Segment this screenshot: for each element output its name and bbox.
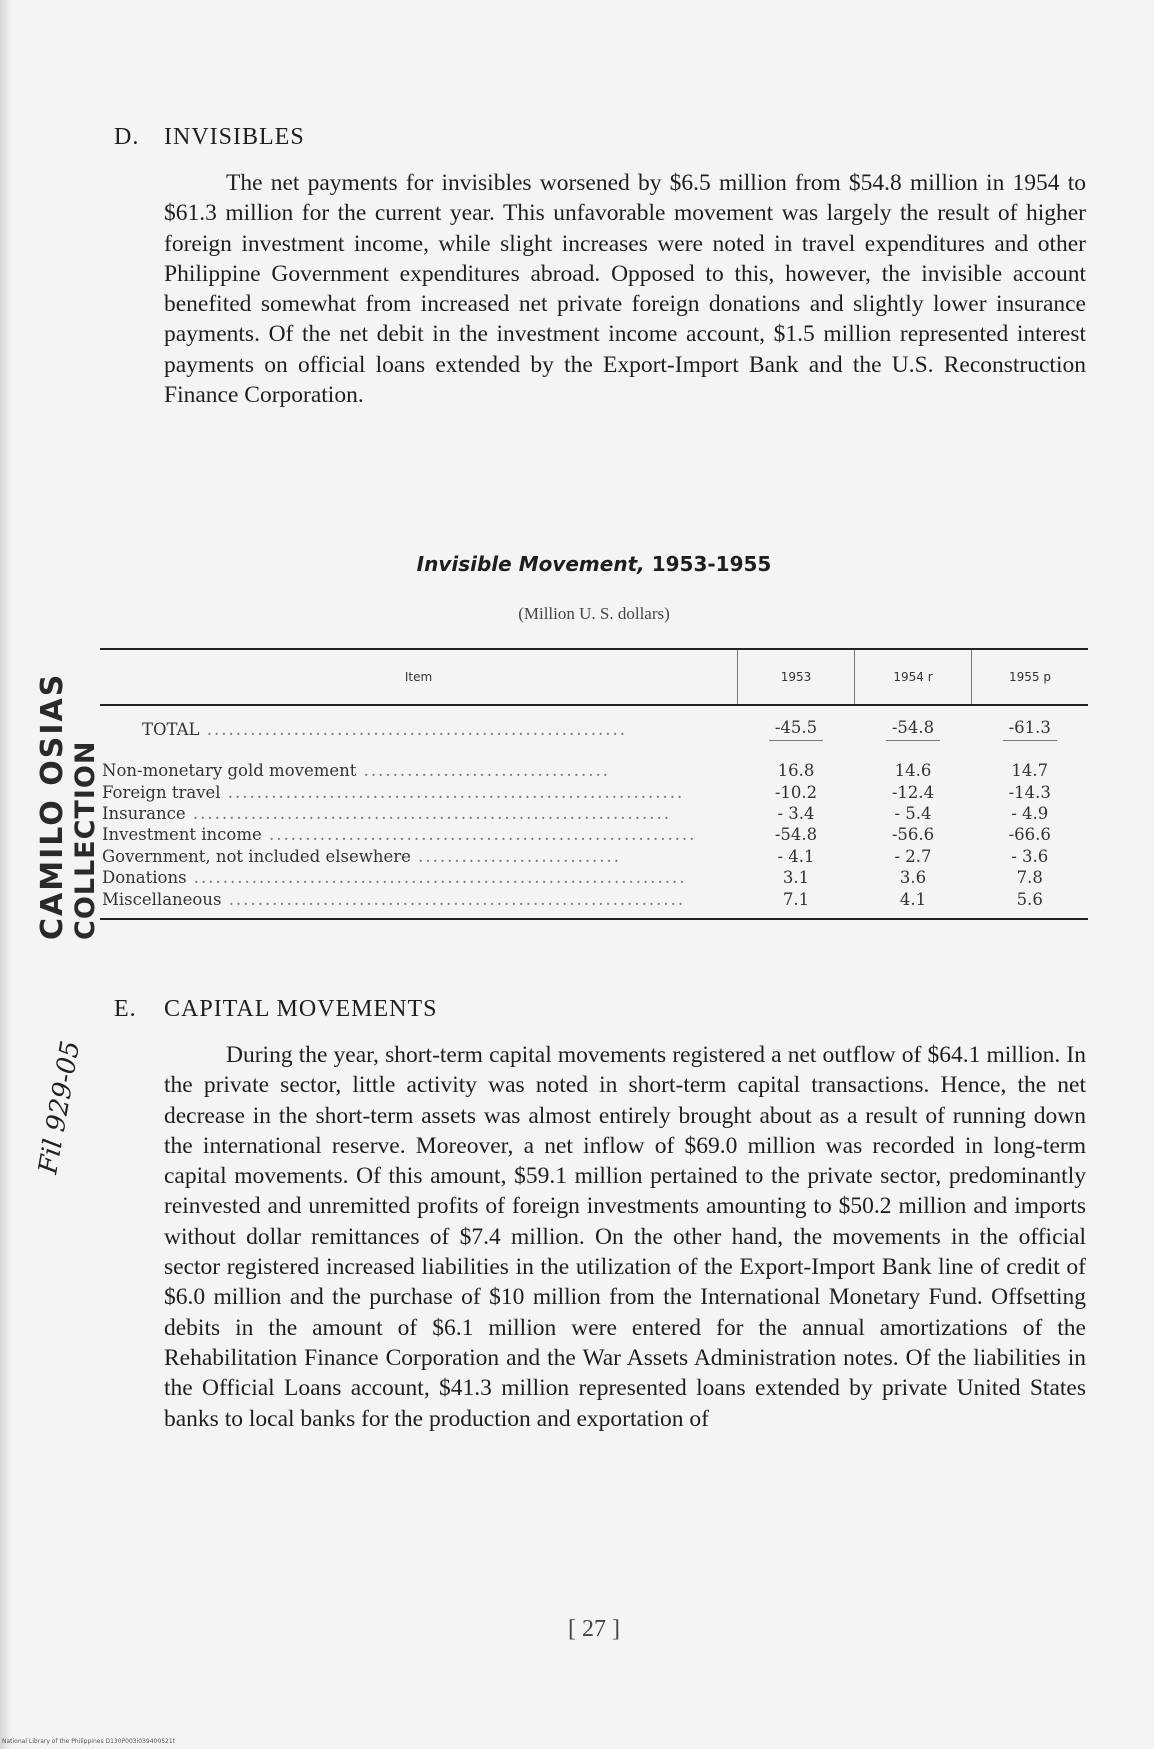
cell-value: - 3.6: [1011, 846, 1049, 866]
page-number: [ 27 ]: [568, 1616, 620, 1642]
handwritten-call-number: [14, 1000, 87, 1180]
section-d-heading: [114, 124, 305, 151]
cell-value: 7.8: [1016, 868, 1043, 888]
table-row: Government, not included elsewhere ............................ - 4.1 - 2.7 - 3.6: [100, 846, 1088, 867]
cell-value: 5.6: [972, 888, 1089, 918]
table-title: [100, 552, 1088, 576]
row-label: Donations: [102, 868, 187, 888]
header-1953: 1953: [738, 649, 855, 705]
cell-value: -54.8: [774, 825, 818, 845]
table-row-total: [100, 705, 1088, 752]
section-e-paragraph: During the year, short-term capital movements registered a net outflow of $64.1 million. In the private sector, little activity was noted in short-term capital transactions. Hence, the net decrease in the short-term assets was almost entirely brought about as a result of running down the international reserve. Moreover, a net inflow of $69.0 million was recorded in long-term capital movements. Of this amount, $59.1 million pertained to the private sector, predominantly reinvested and unremitted profits of foreign investments amounting to $50.2 million and imports without dollar remittances of $7.4 million. On the other hand, the movements in the official sector registered increased liabilities in the utilization of the Export-Import Bank line of credit of $6.0 million and the purchase of $10 million from the International Monetary Fund. Offsetting debits in the amount of $6.1 million were entered for the annual amortizations of the Rehabilitation Finance Corporation and the War Assets Administration notes. Of the liabilities in the Official Loans account, $41.3 million represented loans extended by private United States banks to local banks for the production and exportation of: [164, 1042, 1086, 1432]
table-row: Investment income ........................................................... -54.8 -56.6 -66.6: [100, 824, 1088, 845]
handwritten-note-text: Fil 929-05: [33, 1038, 87, 1177]
row-label: Miscellaneous: [102, 889, 222, 909]
cell-value: 3.6: [899, 868, 927, 888]
cell-value: -54.8: [886, 718, 940, 741]
row-label: Investment income: [102, 825, 262, 845]
section-e-heading: [114, 996, 438, 1023]
cell-value: -12.4: [891, 782, 935, 802]
table-title-years: 1953-1955: [651, 552, 772, 576]
section-d-letter: D.: [114, 124, 140, 150]
row-label: Foreign travel: [102, 782, 221, 802]
table-row: Donations .................................................................... 3.1 3.6 7.8: [100, 867, 1088, 888]
cell-value: 4.1: [855, 888, 972, 918]
cell-value: 14.7: [1011, 761, 1049, 781]
cell-value: - 2.7: [894, 846, 932, 866]
cell-value: - 4.9: [1011, 803, 1049, 823]
cell-value: 14.6: [894, 761, 932, 781]
section-e-title: CAPITAL MOVEMENTS: [164, 996, 438, 1022]
cell-value: -45.5: [769, 718, 823, 741]
cell-value: -10.2: [774, 782, 818, 802]
row-label: TOTAL ..........................................................: [142, 719, 627, 739]
scan-credit: National Library of the Philippines D130P003i039400521t: [2, 1738, 175, 1745]
table-row: Miscellaneous ............................................................... 7.1 4.1 5.6: [100, 888, 1088, 918]
row-label: Government, not included elsewhere: [102, 846, 411, 866]
section-d-title: INVISIBLES: [164, 124, 305, 150]
header-1955: 1955 p: [972, 649, 1089, 705]
table-unit-note: (Million U. S. dollars): [518, 604, 670, 623]
collection-stamp: [10, 672, 101, 950]
table-header-row: [100, 649, 1088, 705]
cell-value: -56.6: [891, 825, 935, 845]
cell-value: 7.1: [738, 888, 855, 918]
invisible-movement-table: [100, 648, 1088, 920]
table-row: Insurance .................................................................. - 3.4 - 5.4 - 4.9: [100, 803, 1088, 824]
cell-value: -14.3: [1008, 782, 1051, 802]
table-row: Non-monetary gold movement .................................. 16.8 14.6 14.7: [100, 760, 1088, 781]
section-e-letter: E.: [114, 996, 137, 1022]
header-item: Item: [100, 649, 738, 705]
cell-value: -61.3: [1003, 718, 1057, 741]
row-label: Non-monetary gold movement: [102, 761, 357, 781]
cell-value: - 4.1: [777, 846, 815, 866]
table-row: Foreign travel ............................................................... -10.2 -12.4 -14.3: [100, 781, 1088, 802]
cell-value: - 3.4: [777, 803, 815, 823]
stamp-line2: COLLECTION: [70, 740, 101, 940]
cell-value: 3.1: [782, 868, 810, 888]
table-title-main: Invisible Movement,: [416, 552, 645, 576]
row-label: Insurance: [102, 803, 186, 823]
cell-value: -66.6: [1008, 825, 1051, 845]
header-1954: 1954 r: [855, 649, 972, 705]
section-d-paragraph: The net payments for invisibles worsened by $6.5 million from $54.8 million in 1954 to $61.3 million for the current year. This unfavorable movement was largely the result of higher foreign investment income, while slight increases were noted in travel expenditures and other Philippine Government expenditures abroad. Opposed to this, however, the invisible account benefited somewhat from increased net private foreign donations and slightly lower insurance payments. Of the net debit in the investment income account, $1.5 million represented interest payments on official loans extended by the Export-Import Bank and the U.S. Reconstruction Finance Corporation.: [164, 170, 1086, 409]
cell-value: - 5.4: [894, 803, 932, 823]
cell-value: 16.8: [777, 761, 815, 781]
stamp-line1: CAMILO OSIAS: [35, 672, 70, 940]
